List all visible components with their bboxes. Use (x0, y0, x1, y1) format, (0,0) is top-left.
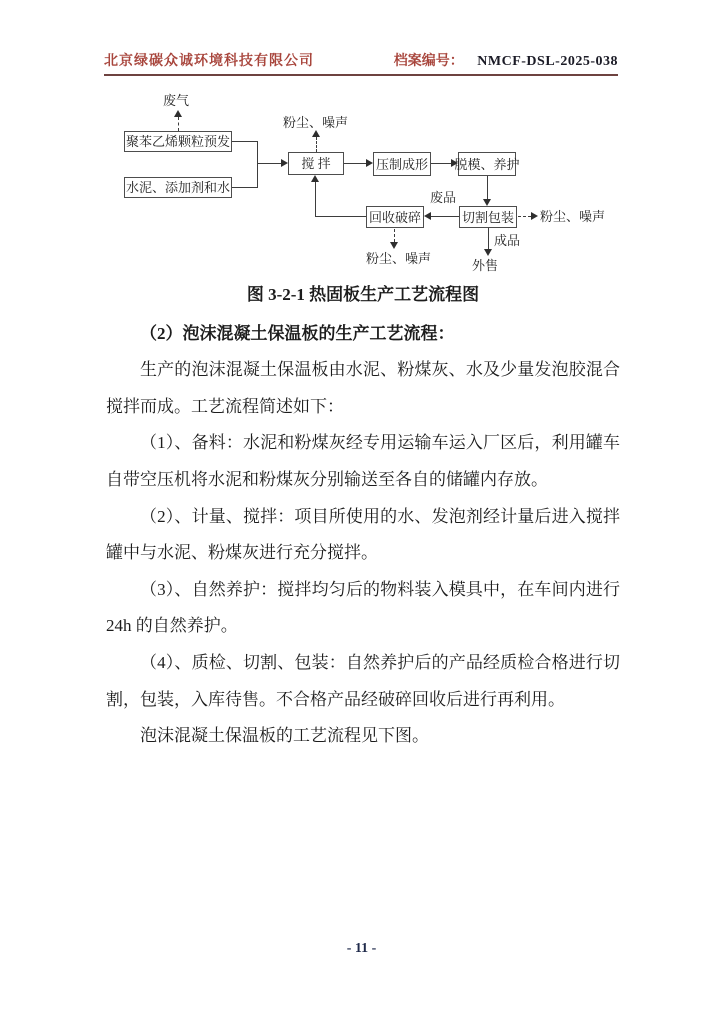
label-scrap: 废品 (430, 190, 457, 205)
emission-dashed-line (316, 137, 317, 152)
doc-number-label: 档案编号： (393, 54, 464, 69)
label-dust-noise-right: 粉尘、噪声 (540, 209, 606, 224)
label-dust-noise-top: 粉尘、噪声 (283, 115, 349, 130)
arrowhead-into-sale (484, 249, 492, 256)
arrowhead-dust-bottom (390, 242, 398, 249)
arrowhead-dust-right (531, 212, 538, 220)
flow-node-mixing: 搅 拌 (288, 152, 344, 175)
page-number: - 11 - (346, 941, 377, 956)
connector-line (232, 141, 257, 142)
connector-line (315, 216, 366, 217)
paragraph-step-1: （1）、备料：水泥和粉煤灰经专用运输车运入厂区后，利用罐车自带空压机将水泥和粉煤灰分别输送至各自的储罐内存放。 (106, 433, 620, 489)
emission-dashed-line (394, 229, 395, 242)
arrowhead-dust-top (312, 130, 320, 137)
emission-dashed-line (178, 117, 179, 131)
arrowhead-into-recycle (424, 212, 431, 220)
emission-dashed-line (518, 216, 531, 217)
flow-node-cutting-packing: 切割包装 (459, 206, 517, 228)
flow-node-demold-curing: 脱模、养护 (458, 152, 516, 176)
section-heading: （2）泡沫混凝土保温板的生产工艺流程： (140, 323, 455, 343)
label-finished-product: 成品 (494, 233, 521, 248)
connector-line (315, 182, 316, 217)
paragraph-closing: 泡沫混凝土保温板的工艺流程见下图。 (140, 726, 429, 746)
flow-node-recycle-crushing: 回收破碎 (366, 206, 424, 228)
doc-number-value: NMCF-DSL-2025-038 (477, 54, 618, 69)
arrowhead-into-demold (451, 159, 458, 167)
connector-line (431, 163, 451, 164)
paragraph-intro: 生产的泡沫混凝土保温板由水泥、粉煤灰、水及少量发泡胶混合搅拌而成。工艺流程简述如下： (106, 360, 620, 416)
paragraph-step-3: （3）、自然养护：搅拌均匀后的物料装入模具中，在车间内进行 24h 的自然养护。 (106, 579, 620, 636)
flow-node-press-forming: 压制成形 (373, 152, 431, 176)
connector-line (431, 216, 459, 217)
label-dust-noise-bottom: 粉尘、噪声 (366, 251, 432, 266)
flow-node-cement-additive-water: 水泥、添加剂和水 (124, 177, 232, 198)
flow-node-eps-prefoam: 聚苯乙烯颗粒预发 (124, 131, 232, 152)
arrowhead-return-to-mixing (311, 175, 319, 182)
connector-line (344, 163, 366, 164)
connector-line (232, 187, 257, 188)
connector-line (487, 176, 488, 199)
arrowhead-into-cutting (483, 199, 491, 206)
arrowhead-waste-gas (174, 110, 182, 117)
label-waste-gas: 废气 (163, 93, 190, 108)
arrowhead-into-mixing (281, 159, 288, 167)
figure-caption: 图 3-2-1 热固板生产工艺流程图 (246, 285, 480, 304)
document-body (106, 277, 620, 755)
page-footer (0, 941, 723, 957)
arrowhead-into-press (366, 159, 373, 167)
process-flowchart (0, 0, 723, 285)
paragraph-step-2: （2）、计量、搅拌：项目所使用的水、发泡剂经计量后进入搅拌罐中与水泥、粉煤灰进行充分搅拌。 (106, 506, 620, 563)
label-sold-externally: 外售 (472, 258, 499, 273)
paragraph-step-4: （4）、质检、切割、包装：自然养护后的产品经质检合格进行切割，包装，入库待售。不合格产品经破碎回收后进行再利用。 (106, 652, 620, 709)
connector-line (257, 141, 258, 188)
connector-line (257, 163, 281, 164)
connector-line (488, 228, 489, 249)
company-name: 北京绿碳众诚环境科技有限公司 (104, 54, 314, 69)
